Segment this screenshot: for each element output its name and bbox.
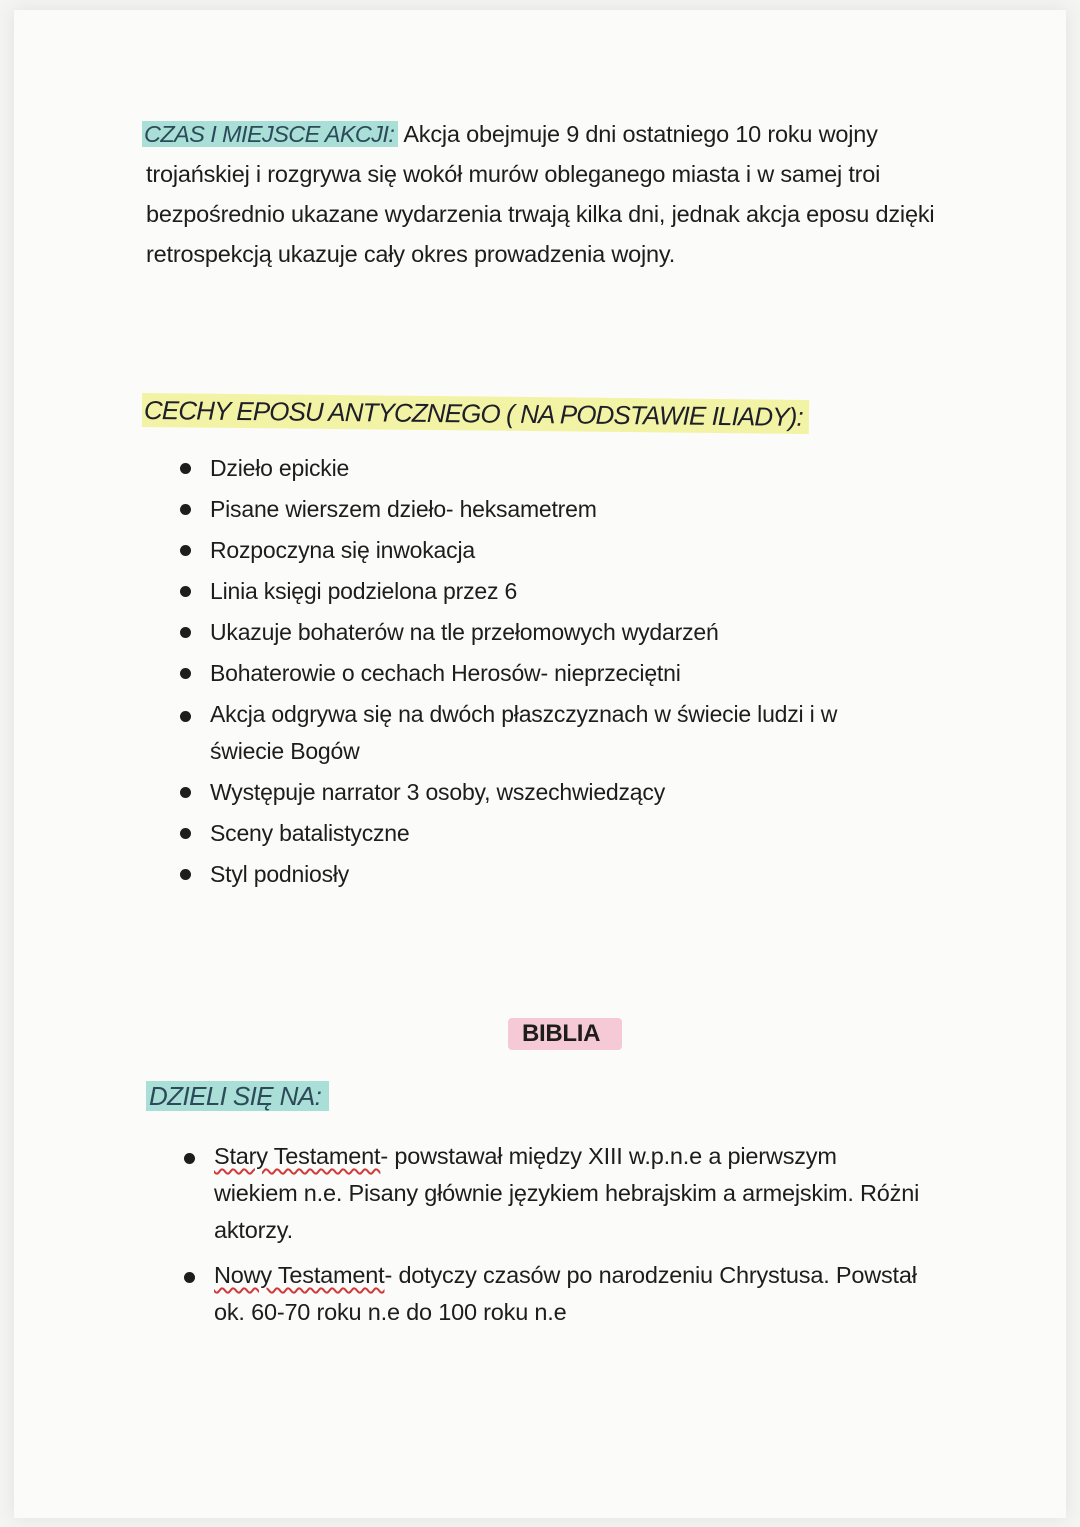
epic-features-list	[180, 448, 900, 895]
list-item: Linia księgi podzielona przez 6	[180, 571, 900, 612]
bible-parts-list	[184, 1138, 924, 1339]
old-testament-name: Stary Testament	[214, 1143, 381, 1169]
time-place-label: CZAS I MIEJSCE AKCJI:	[142, 121, 398, 147]
list-item: Akcja odgrywa się na dwóch płaszczyznach w świecie ludzi i w świecie Bogów	[180, 696, 900, 770]
list-item: Styl podniosły	[180, 854, 900, 895]
time-place-paragraph	[146, 114, 936, 274]
list-item: Sceny batalistyczne	[180, 813, 900, 854]
epic-features-heading-text: CECHY EPOSU ANTYCZNEGO ( NA PODSTAWIE ILIADY):	[142, 393, 809, 434]
list-item: Bohaterowie o cechach Herosów- nieprzeciętni	[180, 653, 900, 694]
bible-title: BIBLIA	[508, 1018, 622, 1050]
time-place-text: Akcja obejmuje 9 dni ostatniego 10 roku wojny trojańskiej i rozgrywa się wokół murów obleganego miasta i w samej troi bezpośrednio ukazane wydarzenia trwają kilka dni, jednak akcja eposu dzięki retrospekcją ukazuje cały okres prowadzenia wojny.	[146, 121, 935, 267]
list-item-new-testament	[184, 1257, 924, 1331]
epic-features-heading	[143, 390, 809, 437]
list-item: Rozpoczyna się inwokacja	[180, 530, 900, 571]
list-item: Dzieło epickie	[180, 448, 900, 489]
list-item: Występuje narrator 3 osoby, wszechwiedzący	[180, 772, 900, 813]
list-item-old-testament	[184, 1138, 924, 1249]
new-testament-text: - dotyczy czasów po narodzeniu Chrystusa. Powstał ok. 60-70 roku n.e do 100 roku n.e	[214, 1262, 917, 1325]
bible-divides-heading	[146, 1078, 329, 1114]
old-testament-text: - powstawał między XIII w.p.n.e a pierwszym wiekiem n.e. Pisany głównie językiem hebrajskim a armejskim. Różni aktorzy.	[214, 1143, 920, 1243]
list-item: Pisane wierszem dzieło- heksametrem	[180, 489, 900, 530]
new-testament-name: Nowy Testament	[214, 1262, 385, 1288]
bible-divides-heading-text: DZIELI SIĘ NA:	[146, 1081, 329, 1111]
list-item: Ukazuje bohaterów na tle przełomowych wydarzeń	[180, 612, 900, 653]
